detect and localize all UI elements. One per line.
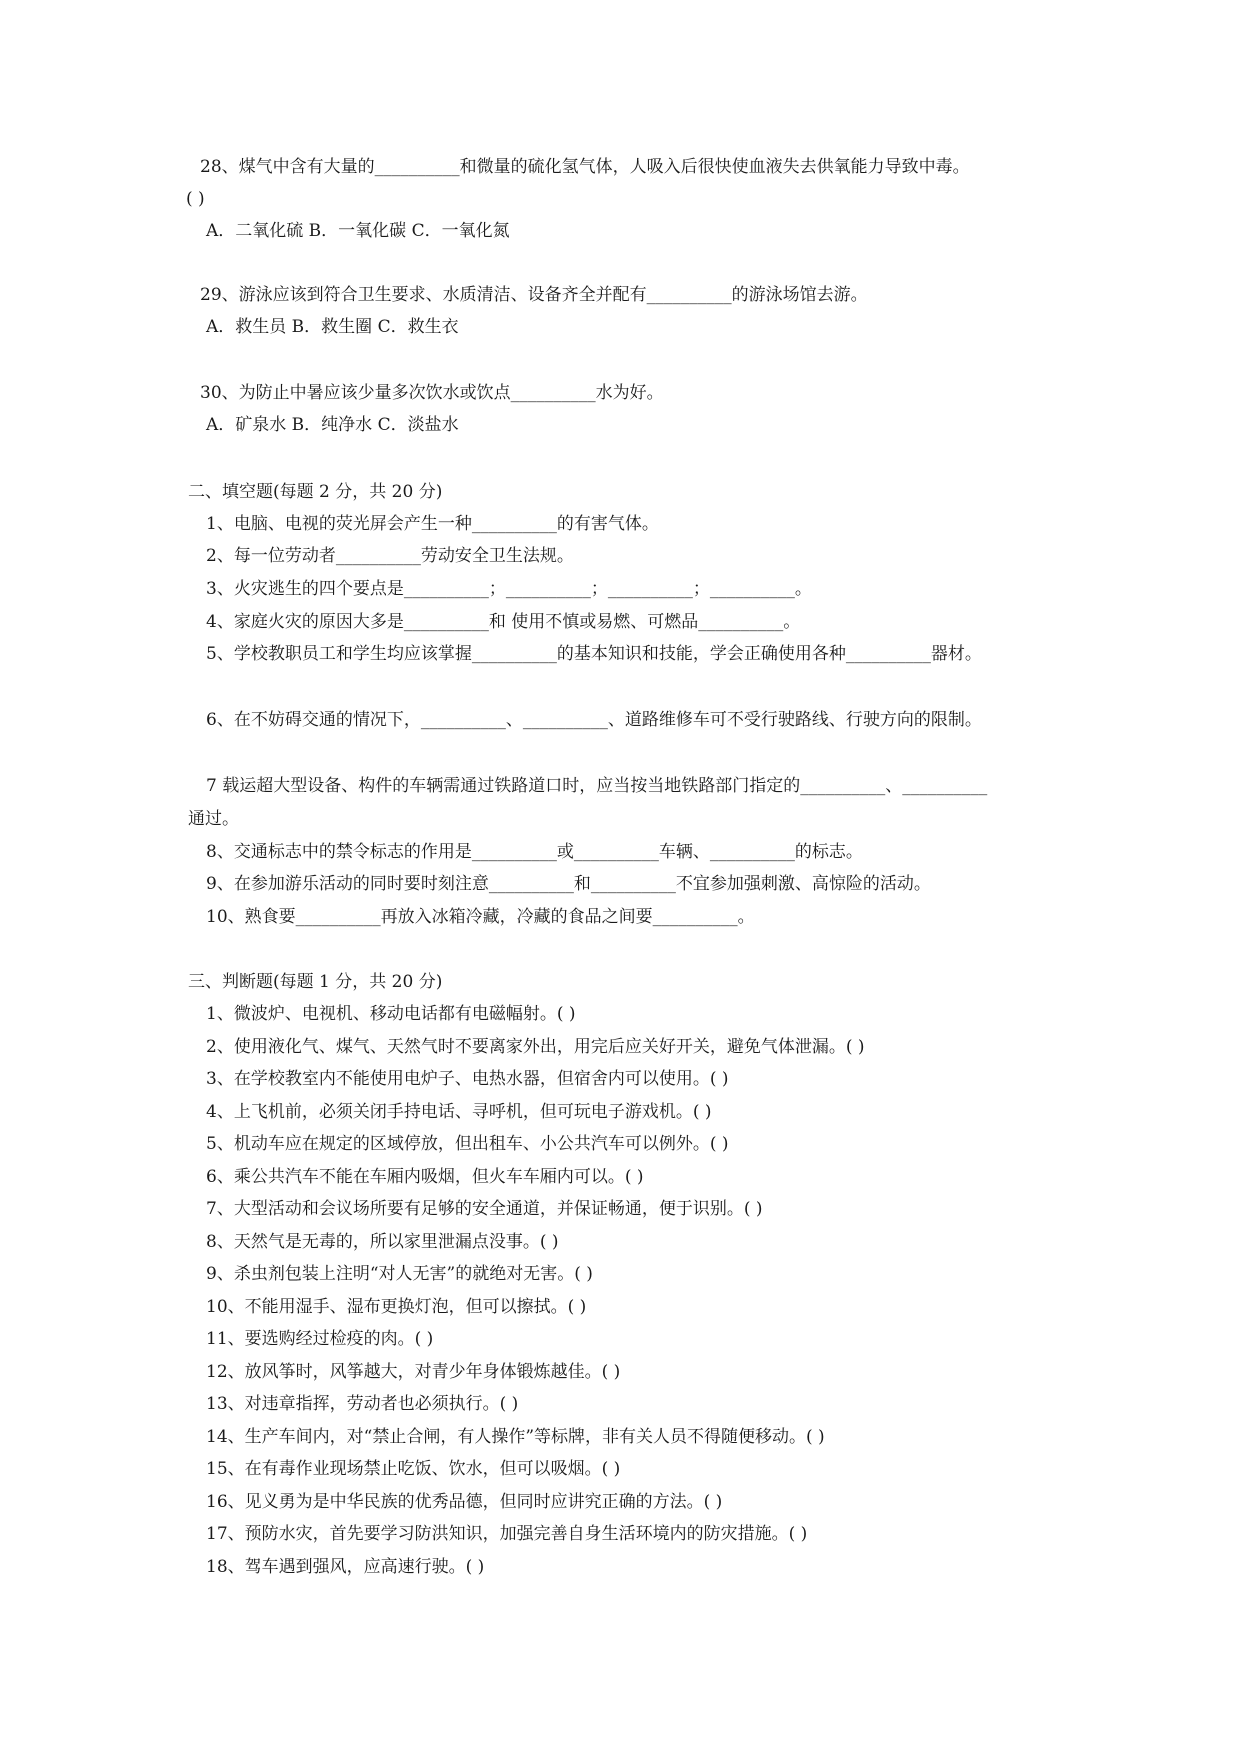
- fill-item: 6、在不妨碍交通的情况下，__________、__________、道路维修车可不受行驶路线、行驶方向的限制。: [206, 710, 982, 730]
- question-29: 29、游泳应该到符合卫生要求、水质清洁、设备齐全并配有__________的游泳场馆去游。: [200, 285, 868, 305]
- fill-item: 7 载运超大型设备、构件的车辆需通过铁路道口时，应当按当地铁路部门指定的__________、__________: [206, 776, 988, 796]
- question-30-options: A．矿泉水 B．纯净水 C．淡盐水: [206, 415, 459, 435]
- judge-item: 15、在有毒作业现场禁止吃饭、饮水，但可以吸烟。( ): [206, 1459, 621, 1479]
- question-28-options: A．二氧化硫 B．一氧化碳 C．一氧化氮: [206, 221, 510, 241]
- fill-item: 10、熟食要__________再放入冰箱冷藏，冷藏的食品之间要__________。: [206, 907, 755, 927]
- judge-item: 13、对违章指挥，劳动者也必须执行。( ): [206, 1394, 519, 1414]
- question-30: 30、为防止中暑应该少量多次饮水或饮点__________水为好。: [200, 383, 664, 403]
- judge-item: 6、乘公共汽车不能在车厢内吸烟，但火车车厢内可以。( ): [206, 1167, 644, 1187]
- fill-item: 2、每一位劳动者__________劳动安全卫生法规。: [206, 546, 574, 566]
- judge-item: 5、机动车应在规定的区域停放，但出租车、小公共汽车可以例外。( ): [206, 1134, 729, 1154]
- fill-item: 5、学校教职员工和学生均应该掌握__________的基本知识和技能，学会正确使用各种__________器材。: [206, 644, 982, 664]
- fill-item: 4、家庭火灾的原因大多是__________和 使用不慎或易燃、可燃品__________。: [206, 612, 801, 632]
- fill-item: 3、火灾逃生的四个要点是__________；__________；__________；__________。: [206, 579, 812, 599]
- judge-item: 16、见义勇为是中华民族的优秀品德，但同时应讲究正确的方法。( ): [206, 1492, 723, 1512]
- judge-section-heading: 三、判断题(每题 1 分，共 20 分): [188, 972, 443, 992]
- fill-section-heading: 二、填空题(每题 2 分，共 20 分): [188, 482, 443, 502]
- judge-item: 8、天然气是无毒的，所以家里泄漏点没事。( ): [206, 1232, 559, 1252]
- judge-item: 1、微波炉、电视机、移动电话都有电磁幅射。( ): [206, 1004, 576, 1024]
- judge-item: 2、使用液化气、煤气、天然气时不要离家外出，用完后应关好开关，避免气体泄漏。( ): [206, 1037, 865, 1057]
- fill-item: 1、电脑、电视的荧光屏会产生一种__________的有害气体。: [206, 514, 659, 534]
- fill-item: 9、在参加游乐活动的同时要时刻注意__________和__________不宜参加强刺激、高惊险的活动。: [206, 874, 931, 894]
- judge-item: 11、要选购经过检疫的肉。( ): [206, 1329, 434, 1349]
- judge-item: 17、预防水灾，首先要学习防洪知识，加强完善自身生活环境内的防灾措施。( ): [206, 1524, 808, 1544]
- judge-item: 18、驾车遇到强风，应高速行驶。( ): [206, 1557, 485, 1577]
- fill-item-continuation: 通过。: [188, 809, 239, 829]
- judge-item: 3、在学校教室内不能使用电炉子、电热水器，但宿舍内可以使用。( ): [206, 1069, 729, 1089]
- question-28-answer-blank: ( ): [186, 189, 205, 209]
- question-29-options: A．救生员 B．救生圈 C．救生衣: [206, 317, 459, 337]
- judge-item: 10、不能用湿手、湿布更换灯泡，但可以擦拭。( ): [206, 1297, 587, 1317]
- judge-item: 7、大型活动和会议场所要有足够的安全通道，并保证畅通，便于识别。( ): [206, 1199, 763, 1219]
- judge-item: 12、放风筝时，风筝越大，对青少年身体锻炼越佳。( ): [206, 1362, 621, 1382]
- question-28: 28、煤气中含有大量的__________和微量的硫化氢气体，人吸入后很快使血液失去供氧能力导致中毒。: [200, 157, 970, 177]
- judge-item: 9、杀虫剂包装上注明“对人无害”的就绝对无害。( ): [206, 1264, 593, 1284]
- judge-item: 14、生产车间内，对“禁止合闸，有人操作”等标牌，非有关人员不得随便移动。( ): [206, 1427, 825, 1447]
- judge-item: 4、上飞机前，必须关闭手持电话、寻呼机，但可玩电子游戏机。( ): [206, 1102, 712, 1122]
- fill-item: 8、交通标志中的禁令标志的作用是__________或__________车辆、__________的标志。: [206, 842, 863, 862]
